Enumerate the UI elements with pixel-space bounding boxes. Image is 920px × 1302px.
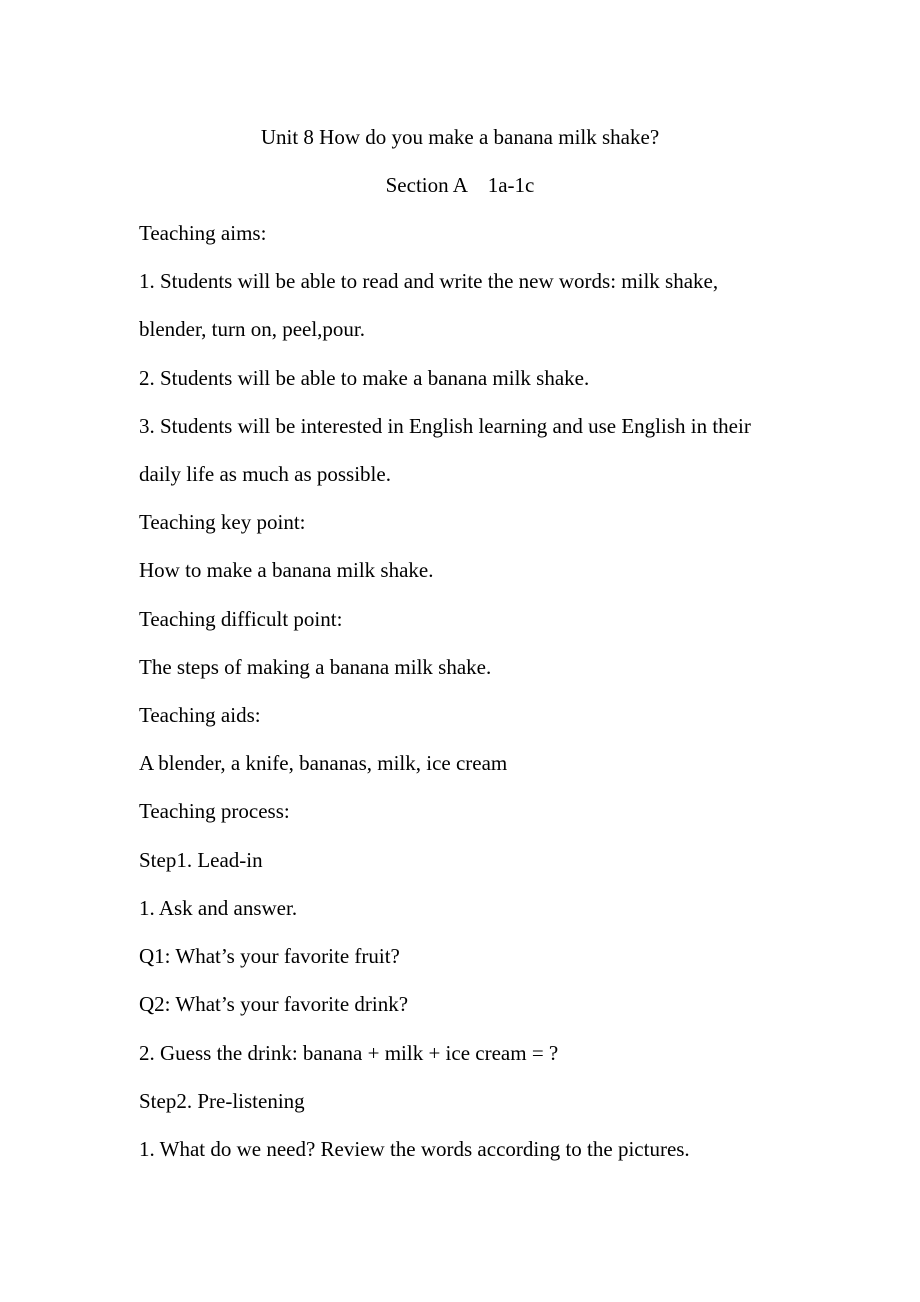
step-2-item-1: 1. What do we need? Review the words according to the pictures. <box>139 1137 690 1161</box>
aim-3-line-2: daily life as much as possible. <box>139 462 391 486</box>
step-1-item-1: 1. Ask and answer. <box>139 896 298 920</box>
heading-teaching-difficult-point: Teaching difficult point: <box>139 607 343 631</box>
key-point-text: How to make a banana milk shake. <box>139 558 434 582</box>
document-subtitle: Section A 1a-1c <box>385 173 535 197</box>
step-1-heading: Step1. Lead-in <box>139 848 263 872</box>
step-2-heading: Step2. Pre-listening <box>139 1089 305 1113</box>
question-1: Q1: What’s your favorite fruit? <box>139 944 400 968</box>
aim-3-line-1: 3. Students will be interested in English learning and use English in their <box>139 414 751 438</box>
difficult-point-text: The steps of making a banana milk shake. <box>139 655 492 679</box>
document-title: Unit 8 How do you make a banana milk shake? <box>260 125 660 149</box>
teaching-aids-text: A blender, a knife, bananas, milk, ice cream <box>139 751 508 775</box>
heading-teaching-key-point: Teaching key point: <box>139 510 306 534</box>
heading-teaching-aims: Teaching aims: <box>139 221 267 245</box>
aim-1-line-1: 1. Students will be able to read and write the new words: milk shake, <box>139 269 719 293</box>
aim-2: 2. Students will be able to make a banana milk shake. <box>139 366 590 390</box>
aim-1-line-2: blender, turn on, peel,pour. <box>139 317 366 341</box>
heading-teaching-aids: Teaching aids: <box>139 703 261 727</box>
step-1-item-2: 2. Guess the drink: banana + milk + ice cream = ? <box>139 1041 559 1065</box>
heading-teaching-process: Teaching process: <box>139 799 290 823</box>
question-2: Q2: What’s your favorite drink? <box>139 992 409 1016</box>
